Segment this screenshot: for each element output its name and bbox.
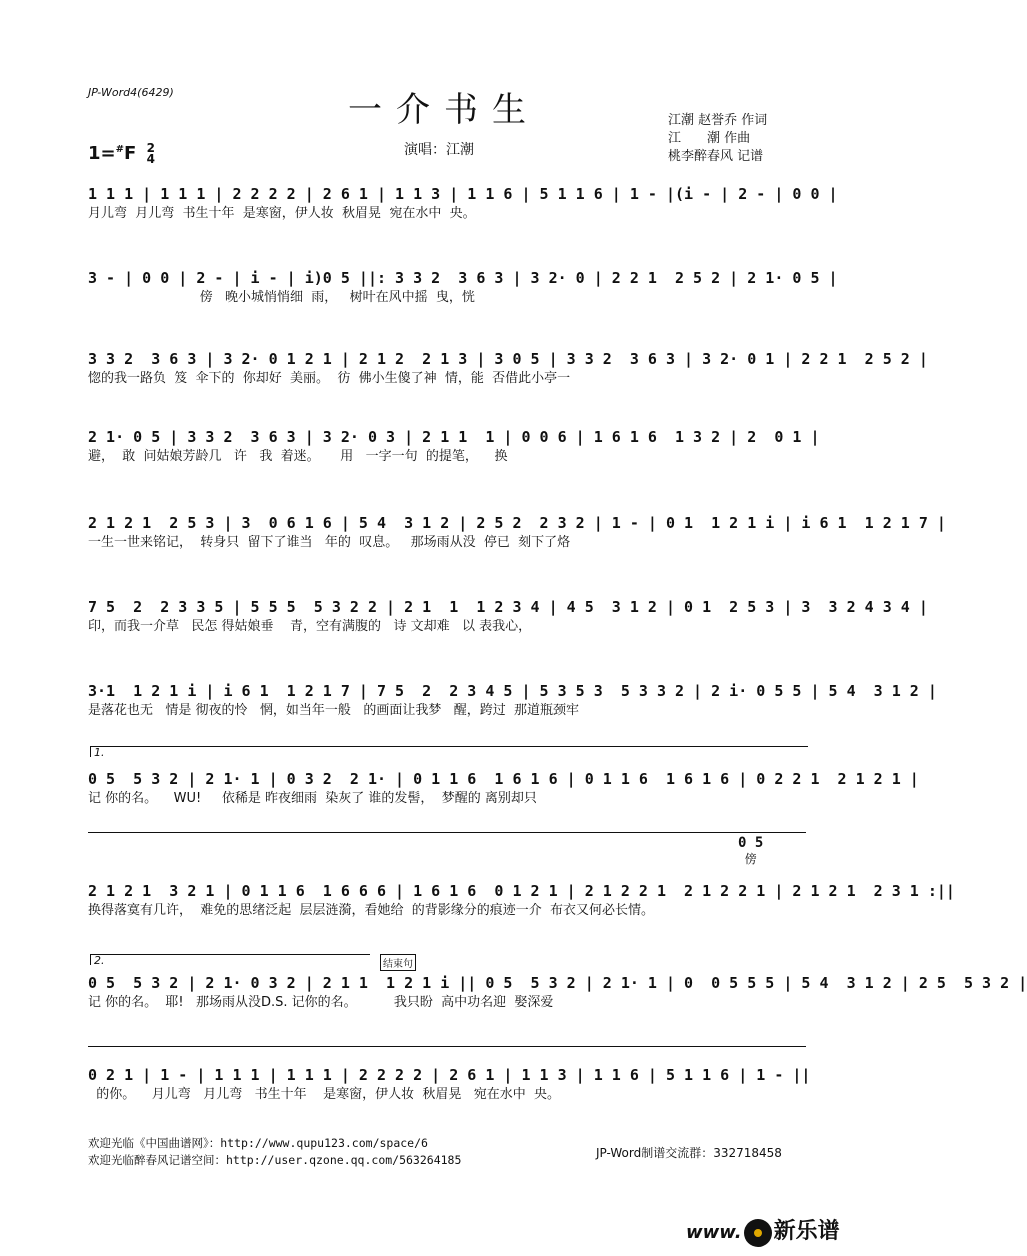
pickup-lyric: 傍 bbox=[744, 852, 757, 866]
score-system-10 bbox=[88, 972, 1027, 1012]
lyrics-line: 月儿弯 月儿弯 书生十年 是寒窗，伊人妆 秋眉晃 宛在水中 央。 bbox=[88, 206, 476, 221]
transcriber-credit: 桃李醉春风 记谱 bbox=[668, 149, 764, 164]
lyrics-line: 傍 晚小城悄悄细 雨， 树叶在风中摇 曳，恍 bbox=[88, 290, 475, 305]
notes-line: 0 5 5 3 2 | 2 1· 0 3 2 | 2 1 1 1 2 1 i || 0 5 5 3 2 | 2 1· 1 | 0 0 5 5 5 | 5 4 3 1 2 | 2 5 5 3 2 | bbox=[88, 974, 1027, 992]
time-signature bbox=[147, 143, 155, 165]
key-prefix: 1= bbox=[88, 143, 116, 164]
notes-line: 0 5 5 3 2 | 2 1· 1 | 0 3 2 2 1· | 0 1 1 6 1 6 1 6 | 0 1 1 6 1 6 1 6 | 0 2 2 1 2 1 2 1 | bbox=[88, 770, 919, 788]
logo-site: www. bbox=[686, 1222, 742, 1243]
staff-divider bbox=[88, 832, 806, 833]
second-ending-bracket: 2. bbox=[90, 954, 370, 965]
source-label: JP-Word4(6429) bbox=[88, 86, 174, 99]
notes-line: 3 3 2 3 6 3 | 3 2· 0 1 2 1 | 2 1 2 2 1 3 | 3 0 5 | 3 3 2 3 6 3 | 3 2· 0 1 | 2 2 1 2 5 2 | bbox=[88, 350, 928, 368]
score-system-4 bbox=[88, 426, 820, 466]
song-title: 一介书生 bbox=[348, 90, 540, 130]
lyrics-line: 是落花也无 情是 彻夜的怜 惘，如当年一般 的画面让我梦 醒，跨过 那道瓶颈牢 bbox=[88, 703, 579, 718]
first-ending-bracket: 1. bbox=[90, 746, 808, 757]
score-system-8 bbox=[88, 768, 919, 808]
coda-label: 结束句 bbox=[380, 954, 416, 971]
score-system-7 bbox=[88, 680, 937, 720]
lyrics-line: 惚的我一路负 笈 伞下的 你却好 美丽。 彷 佛小生傻了神 情，能 否借此小亭一 bbox=[88, 371, 571, 386]
score-system-5 bbox=[88, 512, 946, 552]
notes-line: 7 5 2 2 3 3 5 | 5 5 5 5 3 2 2 | 2 1 1 1 2 3 4 | 4 5 3 1 2 | 0 1 2 5 3 | 3 3 2 4 3 4 | bbox=[88, 598, 928, 616]
lyrics-line: 记 你的名。 耶! 那场雨从没D.S. 记你的名。 我只盼 高中功名迎 娶深爱 bbox=[88, 995, 554, 1010]
score-system-9 bbox=[88, 880, 955, 920]
score-system-3 bbox=[88, 348, 928, 388]
lyrics-line: 换得落寞有几许， 难免的思绪泛起 层层涟漪，看她给 的背影缘分的痕迹一介 布衣又何必长情。 bbox=[88, 903, 655, 918]
record-disc-icon bbox=[744, 1219, 772, 1247]
score-system-2 bbox=[88, 267, 838, 307]
score-system-1 bbox=[88, 183, 838, 223]
key-signature bbox=[88, 143, 155, 165]
notes-line: 3 - | 0 0 | 2 - | i - | i)0 5 ||: 3 3 2 3 6 3 | 3 2· 0 | 2 2 1 2 5 2 | 2 1· 0 5 | bbox=[88, 269, 838, 287]
lyrics-line: 记 你的名。 WU! 依稀是 昨夜细雨 染灰了 谁的发髻， 梦醒的 离别却只 bbox=[88, 791, 537, 806]
notes-line: 2 1 2 1 3 2 1 | 0 1 1 6 1 6 6 6 | 1 6 1 6 0 1 2 1 | 2 1 2 2 1 2 1 2 2 1 | 2 1 2 1 2 3 1 :|| bbox=[88, 882, 955, 900]
lyrics-line: 的你。 月儿弯 月儿弯 书生十年 是寒窗，伊人妆 秋眉晃 宛在水中 央。 bbox=[88, 1087, 561, 1102]
key-sharp: # bbox=[115, 144, 124, 155]
key-note: F bbox=[124, 143, 137, 164]
lyrics-line: 一生一世来铭记， 转身只 留下了谁当 年的 叹息。 那场雨从没 停已 刻下了烙 bbox=[88, 535, 571, 550]
meter-top: 2 bbox=[146, 141, 155, 155]
qq-group: JP-Word制谱交流群：332718458 bbox=[596, 1146, 782, 1160]
meter-bottom: 4 bbox=[146, 152, 155, 166]
footer-link-qupu[interactable]: 欢迎光临《中国曲谱网》：http://www.qupu123.com/space/6 bbox=[88, 1136, 428, 1150]
footer-links bbox=[88, 1135, 461, 1169]
notes-line: 0 2 1 | 1 - | 1 1 1 | 1 1 1 | 2 2 2 2 | 2 6 1 | 1 1 3 | 1 1 6 | 5 1 1 6 | 1 - || bbox=[88, 1066, 811, 1084]
pickup-measure bbox=[738, 835, 763, 867]
lyricist-credit: 江潮 赵誉乔 作词 bbox=[668, 113, 768, 128]
notes-line: 1 1 1 | 1 1 1 | 2 2 2 2 | 2 6 1 | 1 1 3 | 1 1 6 | 5 1 1 6 | 1 - |(i - | 2 - | 0 0 | bbox=[88, 185, 838, 203]
notes-line: 2 1 2 1 2 5 3 | 3 0 6 1 6 | 5 4 3 1 2 | 2 5 2 2 3 2 | 1 - | 0 1 1 2 1 i | i 6 1 1 2 1 7 | bbox=[88, 514, 946, 532]
composer-credit: 江 潮 作曲 bbox=[668, 131, 751, 146]
notes-line: 2 1· 0 5 | 3 3 2 3 6 3 | 3 2· 0 3 | 2 1 1 1 | 0 0 6 | 1 6 1 6 1 3 2 | 2 0 1 | bbox=[88, 428, 820, 446]
lyrics-line: 避， 敢 问姑娘芳龄几 许 我 着迷。 用 一字一句 的提笔， 换 bbox=[88, 449, 508, 464]
pickup-notes: 0 5 bbox=[738, 835, 764, 851]
staff-divider bbox=[88, 1046, 806, 1047]
score-system-6 bbox=[88, 596, 928, 636]
singer: 演唱：江潮 bbox=[404, 142, 474, 158]
logo-brand: 新乐谱 bbox=[773, 1219, 840, 1244]
site-logo bbox=[686, 1214, 840, 1247]
footer-link-qzone[interactable]: 欢迎光临醉春风记谱空间：http://user.qzone.qq.com/563264185 bbox=[88, 1153, 462, 1167]
lyrics-line: 印，而我一介草 民怎 得姑娘垂 青，空有满腹的 诗 文却难 以 表我心， bbox=[88, 619, 532, 634]
notes-line: 3·1 1 2 1 i | i 6 1 1 2 1 7 | 7 5 2 2 3 4 5 | 5 3 5 3 5 3 3 2 | 2 i· 0 5 5 | 5 4 3 1 2 | bbox=[88, 682, 937, 700]
score-system-11 bbox=[88, 1064, 811, 1104]
credits bbox=[668, 112, 767, 166]
